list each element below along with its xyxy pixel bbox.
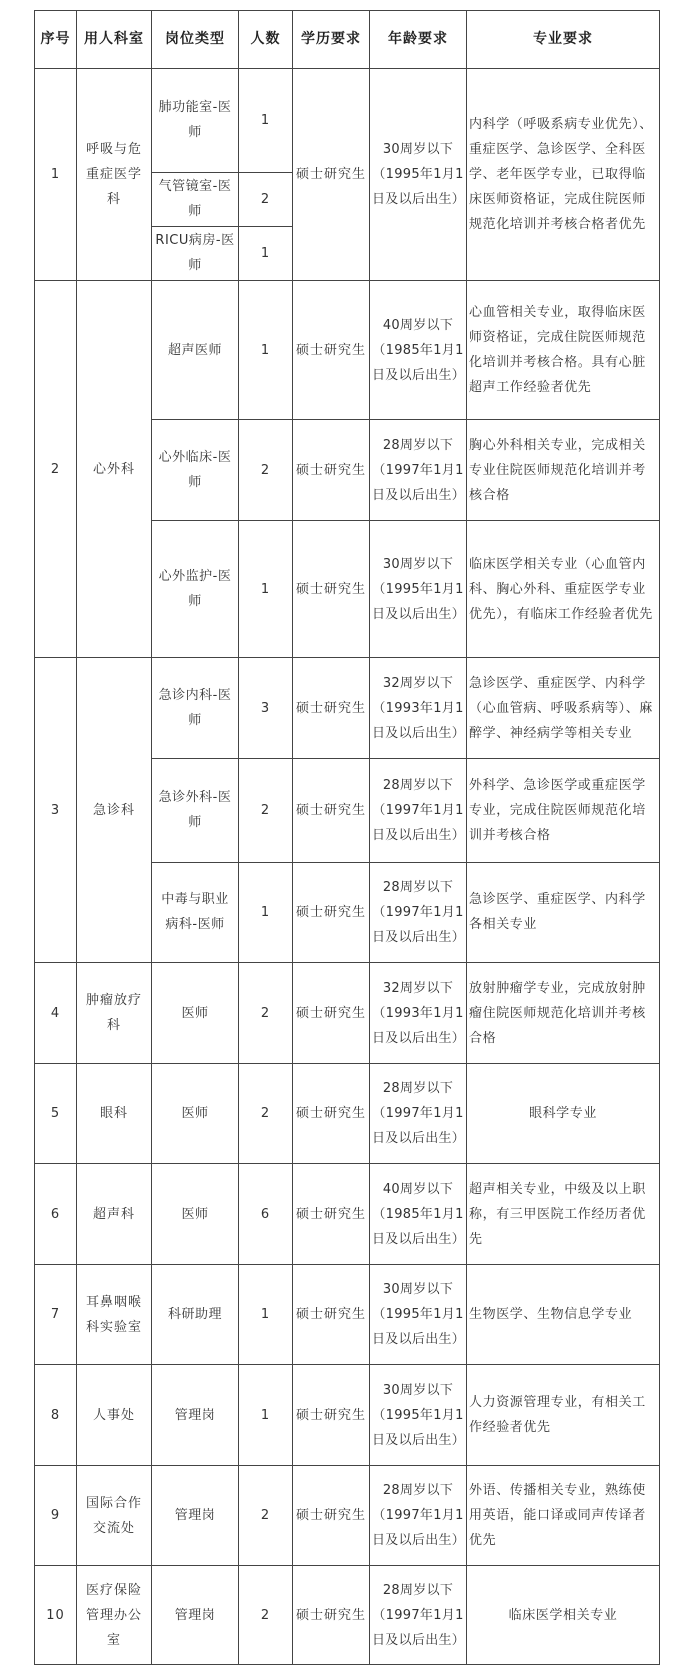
table-row: [35, 1566, 660, 1665]
row-education: 硕士研究生: [293, 658, 370, 759]
row-position: 气管镜室-医师: [152, 172, 239, 226]
row-specialty: 眼科学专业: [467, 1063, 660, 1164]
row-dept: 医疗保险管理办公室: [77, 1566, 152, 1665]
row-specialty: 临床医学相关专业: [467, 1566, 660, 1665]
row-position: 医师: [152, 1164, 239, 1265]
row-position: 心外临床-医师: [152, 420, 239, 521]
row-age: 30周岁以下（1995年1月1日及以后出生）: [370, 520, 467, 658]
row-dept: 急诊科: [77, 658, 152, 963]
row-position: 肺功能室-医师: [152, 69, 239, 173]
row-position: RICU病房-医师: [152, 226, 239, 280]
row-dept: 超声科: [77, 1164, 152, 1265]
row-education: 硕士研究生: [293, 1566, 370, 1665]
row-education: 硕士研究生: [293, 520, 370, 658]
table-row: [35, 1264, 660, 1365]
row-dept: 呼吸与危重症医学科: [77, 69, 152, 281]
row-position: 科研助理: [152, 1264, 239, 1365]
row-specialty: 急诊医学、重症医学、内科学（心血管病、呼吸系病等）、麻醉学、神经病学等相关专业: [467, 658, 660, 759]
row-education: 硕士研究生: [293, 1164, 370, 1265]
row-education: 硕士研究生: [293, 1063, 370, 1164]
table-row: [35, 963, 660, 1064]
table-row: [35, 1465, 660, 1566]
row-no: 8: [35, 1365, 77, 1466]
row-position: 管理岗: [152, 1365, 239, 1466]
table-row: [35, 1063, 660, 1164]
row-specialty: 急诊医学、重症医学、内科学各相关专业: [467, 862, 660, 963]
row-specialty: 人力资源管理专业，有相关工作经验者优先: [467, 1365, 660, 1466]
row-education: 硕士研究生: [293, 420, 370, 521]
row-specialty: 内科学（呼吸系病专业优先）、重症医学、急诊医学、全科医学、老年医学专业，已取得临床医师资格证，完成住院医师规范化培训并考核合格者优先: [467, 69, 660, 281]
row-education: 硕士研究生: [293, 1264, 370, 1365]
row-specialty: 胸心外科相关专业，完成相关专业住院医师规范化培训并考核合格: [467, 420, 660, 521]
header-row: [35, 11, 660, 69]
row-position: 管理岗: [152, 1465, 239, 1566]
row-position: 医师: [152, 963, 239, 1064]
row-age: 32周岁以下（1993年1月1日及以后出生）: [370, 963, 467, 1064]
row-no: 4: [35, 963, 77, 1064]
row-dept: 心外科: [77, 280, 152, 658]
row-dept: 耳鼻咽喉科实验室: [77, 1264, 152, 1365]
table-row: [35, 280, 660, 420]
row-dept: 眼科: [77, 1063, 152, 1164]
header-specialty: 专业要求: [467, 11, 660, 69]
recruitment-table: [34, 10, 660, 1665]
row-no: 2: [35, 280, 77, 658]
table-row: [35, 658, 660, 759]
row-position: 心外监护-医师: [152, 520, 239, 658]
row-education: 硕士研究生: [293, 69, 370, 281]
row-position: 管理岗: [152, 1566, 239, 1665]
row-age: 28周岁以下（1997年1月1日及以后出生）: [370, 1566, 467, 1665]
row-count: 2: [239, 420, 293, 521]
row-count: 3: [239, 658, 293, 759]
row-age: 28周岁以下（1997年1月1日及以后出生）: [370, 862, 467, 963]
row-dept: 肿瘤放疗科: [77, 963, 152, 1064]
row-no: 1: [35, 69, 77, 281]
row-age: 28周岁以下（1997年1月1日及以后出生）: [370, 1063, 467, 1164]
row-education: 硕士研究生: [293, 1465, 370, 1566]
header-position: 岗位类型: [152, 11, 239, 69]
row-position: 医师: [152, 1063, 239, 1164]
row-education: 硕士研究生: [293, 758, 370, 862]
row-specialty: 外语、传播相关专业，熟练使用英语，能口译或同声传译者优先: [467, 1465, 660, 1566]
row-no: 3: [35, 658, 77, 963]
row-dept: 人事处: [77, 1365, 152, 1466]
row-count: 2: [239, 758, 293, 862]
row-position: 急诊外科-医师: [152, 758, 239, 862]
header-age: 年龄要求: [370, 11, 467, 69]
row-no: 6: [35, 1164, 77, 1265]
row-count: 2: [239, 963, 293, 1064]
row-count: 1: [239, 1264, 293, 1365]
row-specialty: 放射肿瘤学专业，完成放射肿瘤住院医师规范化培训并考核合格: [467, 963, 660, 1064]
row-specialty: 生物医学、生物信息学专业: [467, 1264, 660, 1365]
row-count: 2: [239, 1063, 293, 1164]
row-education: 硕士研究生: [293, 862, 370, 963]
row-no: 10: [35, 1566, 77, 1665]
row-age: 30周岁以下（1995年1月1日及以后出生）: [370, 1365, 467, 1466]
row-count: 1: [239, 862, 293, 963]
row-count: 1: [239, 226, 293, 280]
row-age: 32周岁以下（1993年1月1日及以后出生）: [370, 658, 467, 759]
row-count: 2: [239, 172, 293, 226]
row-specialty: 超声相关专业，中级及以上职称，有三甲医院工作经历者优先: [467, 1164, 660, 1265]
row-age: 30周岁以下（1995年1月1日及以后出生）: [370, 69, 467, 281]
row-age: 28周岁以下（1997年1月1日及以后出生）: [370, 420, 467, 521]
row-count: 6: [239, 1164, 293, 1265]
table-row: [35, 1164, 660, 1265]
header-education: 学历要求: [293, 11, 370, 69]
row-specialty: 心血管相关专业，取得临床医师资格证，完成住院医师规范化培训并考核合格。具有心脏超声工作经验者优先: [467, 280, 660, 420]
row-no: 5: [35, 1063, 77, 1164]
row-count: 1: [239, 280, 293, 420]
row-position: 急诊内科-医师: [152, 658, 239, 759]
row-age: 40周岁以下（1985年1月1日及以后出生）: [370, 280, 467, 420]
row-no: 9: [35, 1465, 77, 1566]
row-count: 2: [239, 1566, 293, 1665]
row-specialty: 临床医学相关专业（心血管内科、胸心外科、重症医学专业优先），有临床工作经验者优先: [467, 520, 660, 658]
row-education: 硕士研究生: [293, 1365, 370, 1466]
row-age: 28周岁以下（1997年1月1日及以后出生）: [370, 1465, 467, 1566]
row-count: 2: [239, 1465, 293, 1566]
row-education: 硕士研究生: [293, 963, 370, 1064]
row-dept: 国际合作交流处: [77, 1465, 152, 1566]
row-education: 硕士研究生: [293, 280, 370, 420]
table-row: [35, 69, 660, 173]
header-count: 人数: [239, 11, 293, 69]
row-count: 1: [239, 520, 293, 658]
row-count: 1: [239, 69, 293, 173]
row-position: 中毒与职业病科-医师: [152, 862, 239, 963]
header-no: 序号: [35, 11, 77, 69]
row-age: 40周岁以下（1985年1月1日及以后出生）: [370, 1164, 467, 1265]
row-specialty: 外科学、急诊医学或重症医学专业，完成住院医师规范化培训并考核合格: [467, 758, 660, 862]
header-dept: 用人科室: [77, 11, 152, 69]
row-count: 1: [239, 1365, 293, 1466]
row-no: 7: [35, 1264, 77, 1365]
row-age: 28周岁以下（1997年1月1日及以后出生）: [370, 758, 467, 862]
row-position: 超声医师: [152, 280, 239, 420]
row-age: 30周岁以下（1995年1月1日及以后出生）: [370, 1264, 467, 1365]
table-row: [35, 1365, 660, 1466]
